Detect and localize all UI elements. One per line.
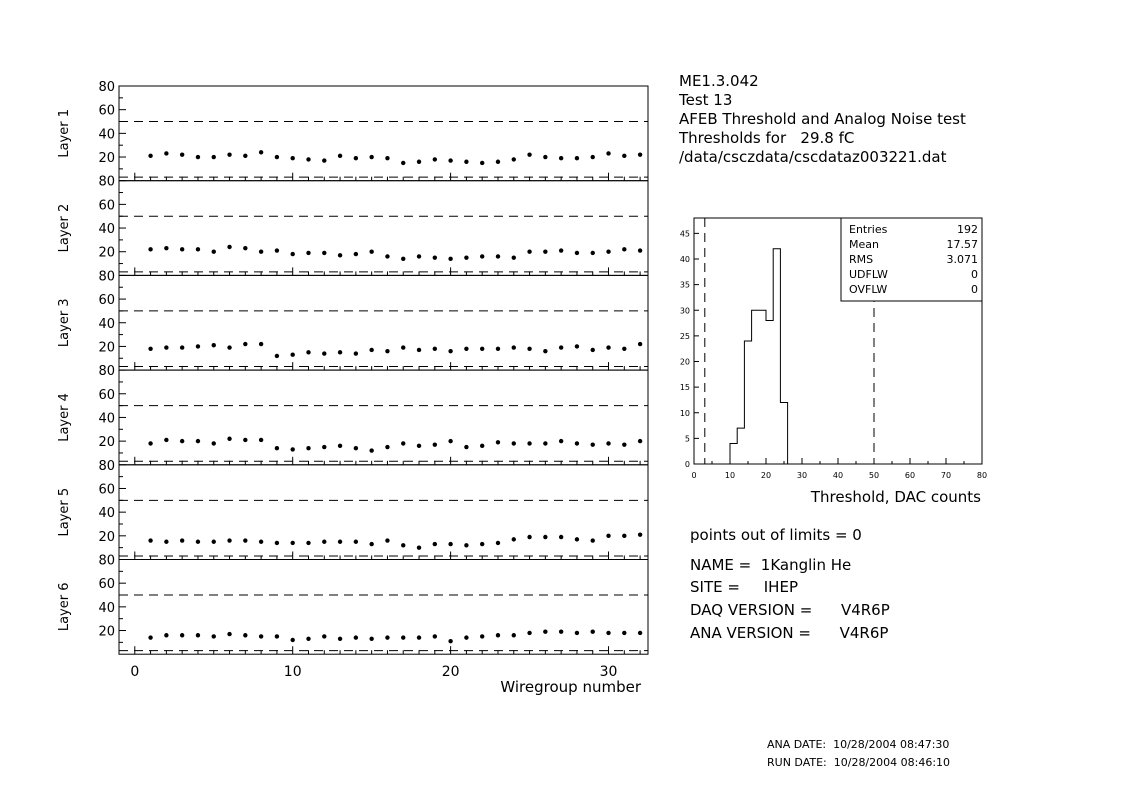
layer-label: Layer 2 [57,203,72,253]
site-line: SITE = IHEP [690,578,798,596]
data-point [638,631,642,635]
data-point [512,441,516,445]
data-point [148,347,152,351]
data-point [559,248,563,252]
data-point [448,542,452,546]
data-point [212,343,216,347]
data-point [591,538,595,542]
data-point [369,348,373,352]
panel-frame [119,560,648,655]
hist-y-tick-label: 40 [679,255,690,264]
points-out-of-limits: points out of limits = 0 [690,526,862,544]
data-point [243,438,247,442]
y-tick-label: 20 [98,529,115,545]
run-date: RUN DATE: 10/28/2004 08:46:10 [767,756,951,769]
data-point [338,253,342,257]
panel-frame [119,181,648,276]
panel-frame [119,86,648,181]
x-tick-label: 30 [599,664,618,681]
hist-x-tick-label: 10 [724,471,736,480]
data-point [164,633,168,637]
data-point [464,543,468,547]
data-point [622,534,626,538]
data-point [354,446,358,450]
data-point [338,637,342,641]
data-point [606,345,610,349]
data-point [180,247,184,251]
hist-y-tick-label: 5 [684,434,690,444]
stats-label: Mean [849,238,879,251]
data-point [512,345,516,349]
hist-y-tick-label: 0 [684,460,690,469]
stats-value: 17.57 [946,238,978,251]
y-tick-label: 80 [98,458,115,474]
stats-label: UDFLW [849,268,888,281]
data-point [464,347,468,351]
ana-date: ANA DATE: 10/28/2004 08:47:30 [767,738,950,751]
hist-y-tick-label: 15 [679,383,690,393]
data-point [322,634,326,638]
data-point [448,639,452,643]
data-point [543,155,547,159]
stats-label: OVFLW [849,283,888,296]
data-point [559,535,563,539]
data-point [148,247,152,251]
data-point [354,252,358,256]
data-point [291,252,295,256]
data-point [527,535,531,539]
data-point [401,257,405,261]
y-tick-label: 60 [98,482,115,498]
data-point [512,255,516,259]
data-point [243,154,247,158]
y-tick-label: 80 [98,269,115,285]
y-tick-label: 60 [98,293,115,309]
x-tick-label: 10 [283,664,302,681]
data-point [575,441,579,445]
data-point [369,155,373,159]
data-point [164,246,168,250]
data-point [480,634,484,638]
data-point [543,441,547,445]
data-point [306,157,310,161]
data-point [385,349,389,353]
panel-frame [119,370,648,465]
test-title: AFEB Threshold and Analog Noise test [679,110,966,128]
data-point [448,439,452,443]
y-tick-label: 40 [98,127,115,143]
data-point [464,255,468,259]
data-point [543,630,547,634]
data-point [480,542,484,546]
data-point [243,342,247,346]
data-point [543,349,547,353]
data-point [369,250,373,254]
data-point [354,540,358,544]
data-point [496,254,500,258]
data-point [606,534,610,538]
y-tick-label: 60 [98,103,115,119]
data-point [638,532,642,536]
data-point [401,345,405,349]
data-point [338,154,342,158]
y-tick-label: 60 [98,577,115,593]
data-point [306,446,310,450]
data-point [401,543,405,547]
data-point [291,541,295,545]
data-point [227,345,231,349]
data-point [196,155,200,159]
hist-x-axis-label: Threshold, DAC counts [810,488,981,506]
data-point [196,633,200,637]
data-point [448,257,452,261]
layer-panel [57,554,648,655]
data-point [496,541,500,545]
data-point [559,630,563,634]
data-point [527,631,531,635]
stats-label: Entries [849,223,888,236]
data-point [196,439,200,443]
data-point [606,631,610,635]
data-point [259,438,263,442]
data-point [227,245,231,249]
data-point [575,251,579,255]
layer-label: Layer 5 [57,487,72,537]
data-point [559,156,563,160]
data-point [259,342,263,346]
hist-x-tick-label: 60 [904,471,916,480]
data-point [606,250,610,254]
data-point [164,345,168,349]
data-point [527,250,531,254]
layer-label: Layer 4 [57,393,72,442]
data-point [180,633,184,637]
data-point [385,445,389,449]
data-point [322,351,326,355]
data-point [401,161,405,165]
data-point [622,154,626,158]
data-point [622,347,626,351]
data-point [148,538,152,542]
data-point [212,634,216,638]
data-point [227,437,231,441]
data-point [559,345,563,349]
daq-version-line: DAQ VERSION = V4R6P [690,601,890,619]
data-point [322,158,326,162]
hist-y-tick-label: 20 [679,357,690,367]
data-point [638,439,642,443]
layer-panel [57,80,648,181]
y-tick-label: 40 [98,506,115,522]
data-point [196,540,200,544]
data-point [306,251,310,255]
data-point [338,540,342,544]
data-point [227,538,231,542]
data-point [291,156,295,160]
data-point [575,537,579,541]
data-point [480,347,484,351]
data-point [417,254,421,258]
data-point [527,441,531,445]
data-point [212,250,216,254]
data-point [243,538,247,542]
panel-frame [119,275,648,370]
data-point [306,637,310,641]
data-point [275,541,279,545]
data-point [638,342,642,346]
y-tick-label: 20 [98,151,115,167]
data-point [417,348,421,352]
data-point [322,445,326,449]
data-point [148,635,152,639]
hist-x-tick-label: 80 [976,471,988,480]
data-point [259,150,263,154]
data-point [385,254,389,258]
data-point [243,246,247,250]
data-point [354,156,358,160]
layer-panel [57,175,648,276]
data-point [496,633,500,637]
stats-label: RMS [849,253,874,266]
data-file-path: /data/csczdata/cscdataz003221.dat [679,148,947,166]
data-point [212,441,216,445]
data-point [180,152,184,156]
data-point [164,151,168,155]
x-tick-label: 0 [130,664,140,681]
data-point [180,439,184,443]
data-point [591,348,595,352]
y-tick-label: 20 [98,624,115,640]
stats-value: 0 [971,283,978,296]
data-point [417,160,421,164]
data-point [196,344,200,348]
data-point [385,635,389,639]
data-point [417,635,421,639]
panel-frame [119,465,648,560]
threshold-histogram [680,218,987,506]
data-point [622,631,626,635]
test-id: Test 13 [679,91,733,109]
y-tick-label: 40 [98,316,115,332]
y-tick-label: 80 [98,364,115,380]
data-point [622,442,626,446]
data-point [354,635,358,639]
y-tick-label: 80 [98,80,115,95]
layer-panels [57,80,648,696]
data-point [243,633,247,637]
data-point [306,541,310,545]
data-point [259,250,263,254]
data-point [164,438,168,442]
layer-label: Layer 3 [57,298,72,348]
data-point [164,540,168,544]
x-axis-label: Wiregroup number [500,678,641,697]
data-point [180,345,184,349]
data-point [306,350,310,354]
data-point [433,442,437,446]
layer-panel [57,269,648,370]
data-point [417,444,421,448]
data-point [338,444,342,448]
data-point [227,152,231,156]
data-point [496,160,500,164]
thresholds-label: Thresholds for 29.8 fC [679,129,855,147]
data-point [291,353,295,357]
data-point [591,630,595,634]
data-point [385,156,389,160]
data-point [575,156,579,160]
data-point [259,540,263,544]
data-point [275,634,279,638]
data-point [448,158,452,162]
data-point [401,441,405,445]
data-point [180,538,184,542]
hist-x-tick-label: 0 [691,471,697,480]
data-point [259,634,263,638]
data-point [369,542,373,546]
data-point [148,154,152,158]
data-point [606,441,610,445]
data-point [275,354,279,358]
data-point [448,349,452,353]
hist-x-tick-label: 30 [796,471,808,480]
data-point [591,442,595,446]
y-tick-label: 40 [98,222,115,238]
data-point [527,347,531,351]
stats-value: 3.071 [946,253,978,266]
hist-y-tick-label: 45 [679,229,690,239]
y-tick-label: 80 [98,174,115,190]
data-point [433,542,437,546]
data-point [291,638,295,642]
y-tick-label: 60 [98,387,115,403]
hist-x-tick-label: 70 [940,471,952,480]
data-point [322,251,326,255]
stats-value: 0 [971,268,978,281]
data-point [291,447,295,451]
layer-label: Layer 1 [57,109,72,158]
layer-panel [57,459,648,560]
ana-version-line: ANA VERSION = V4R6P [690,624,889,642]
data-point [227,632,231,636]
y-tick-label: 60 [98,198,115,214]
data-point [480,161,484,165]
data-point [559,439,563,443]
data-point [527,152,531,156]
hist-y-tick-label: 35 [679,280,690,290]
data-point [212,155,216,159]
data-point [591,155,595,159]
data-point [433,347,437,351]
y-tick-label: 20 [98,245,115,261]
layer-panel [57,364,648,465]
data-point [354,351,358,355]
y-tick-label: 20 [98,340,115,356]
data-point [369,448,373,452]
hist-x-tick-label: 50 [868,471,880,480]
data-point [464,160,468,164]
data-point [433,255,437,259]
data-point [480,254,484,258]
y-tick-label: 20 [98,435,115,451]
y-tick-label: 40 [98,411,115,427]
hist-y-tick-label: 30 [679,306,690,316]
y-tick-label: 80 [98,553,115,569]
data-point [606,151,610,155]
data-point [622,247,626,251]
layer-label: Layer 6 [57,582,72,632]
data-point [275,155,279,159]
histogram-steps [730,249,795,464]
data-point [338,350,342,354]
chamber-id: ME1.3.042 [679,72,759,90]
data-point [496,440,500,444]
stats-value: 192 [957,223,978,236]
hist-y-tick-label: 10 [679,408,690,418]
data-point [275,248,279,252]
x-tick-label: 20 [441,664,460,681]
data-point [322,540,326,544]
data-point [512,537,516,541]
data-point [369,637,373,641]
data-point [433,634,437,638]
data-point [638,152,642,156]
hist-x-tick-label: 20 [760,471,772,480]
data-point [212,540,216,544]
data-point [417,545,421,549]
data-point [148,441,152,445]
data-point [480,444,484,448]
data-point [575,344,579,348]
hist-y-tick-label: 25 [679,331,690,341]
data-point [512,633,516,637]
hist-x-tick-label: 40 [832,471,844,480]
data-point [543,250,547,254]
data-point [401,635,405,639]
name-line: NAME = 1Kanglin He [690,556,852,574]
data-point [196,247,200,251]
data-point [275,446,279,450]
data-point [512,157,516,161]
data-point [591,251,595,255]
data-point [464,445,468,449]
data-point [496,347,500,351]
data-point [385,538,389,542]
data-point [433,157,437,161]
y-tick-label: 40 [98,600,115,616]
data-point [638,248,642,252]
data-point [464,635,468,639]
data-point [575,631,579,635]
data-point [543,535,547,539]
